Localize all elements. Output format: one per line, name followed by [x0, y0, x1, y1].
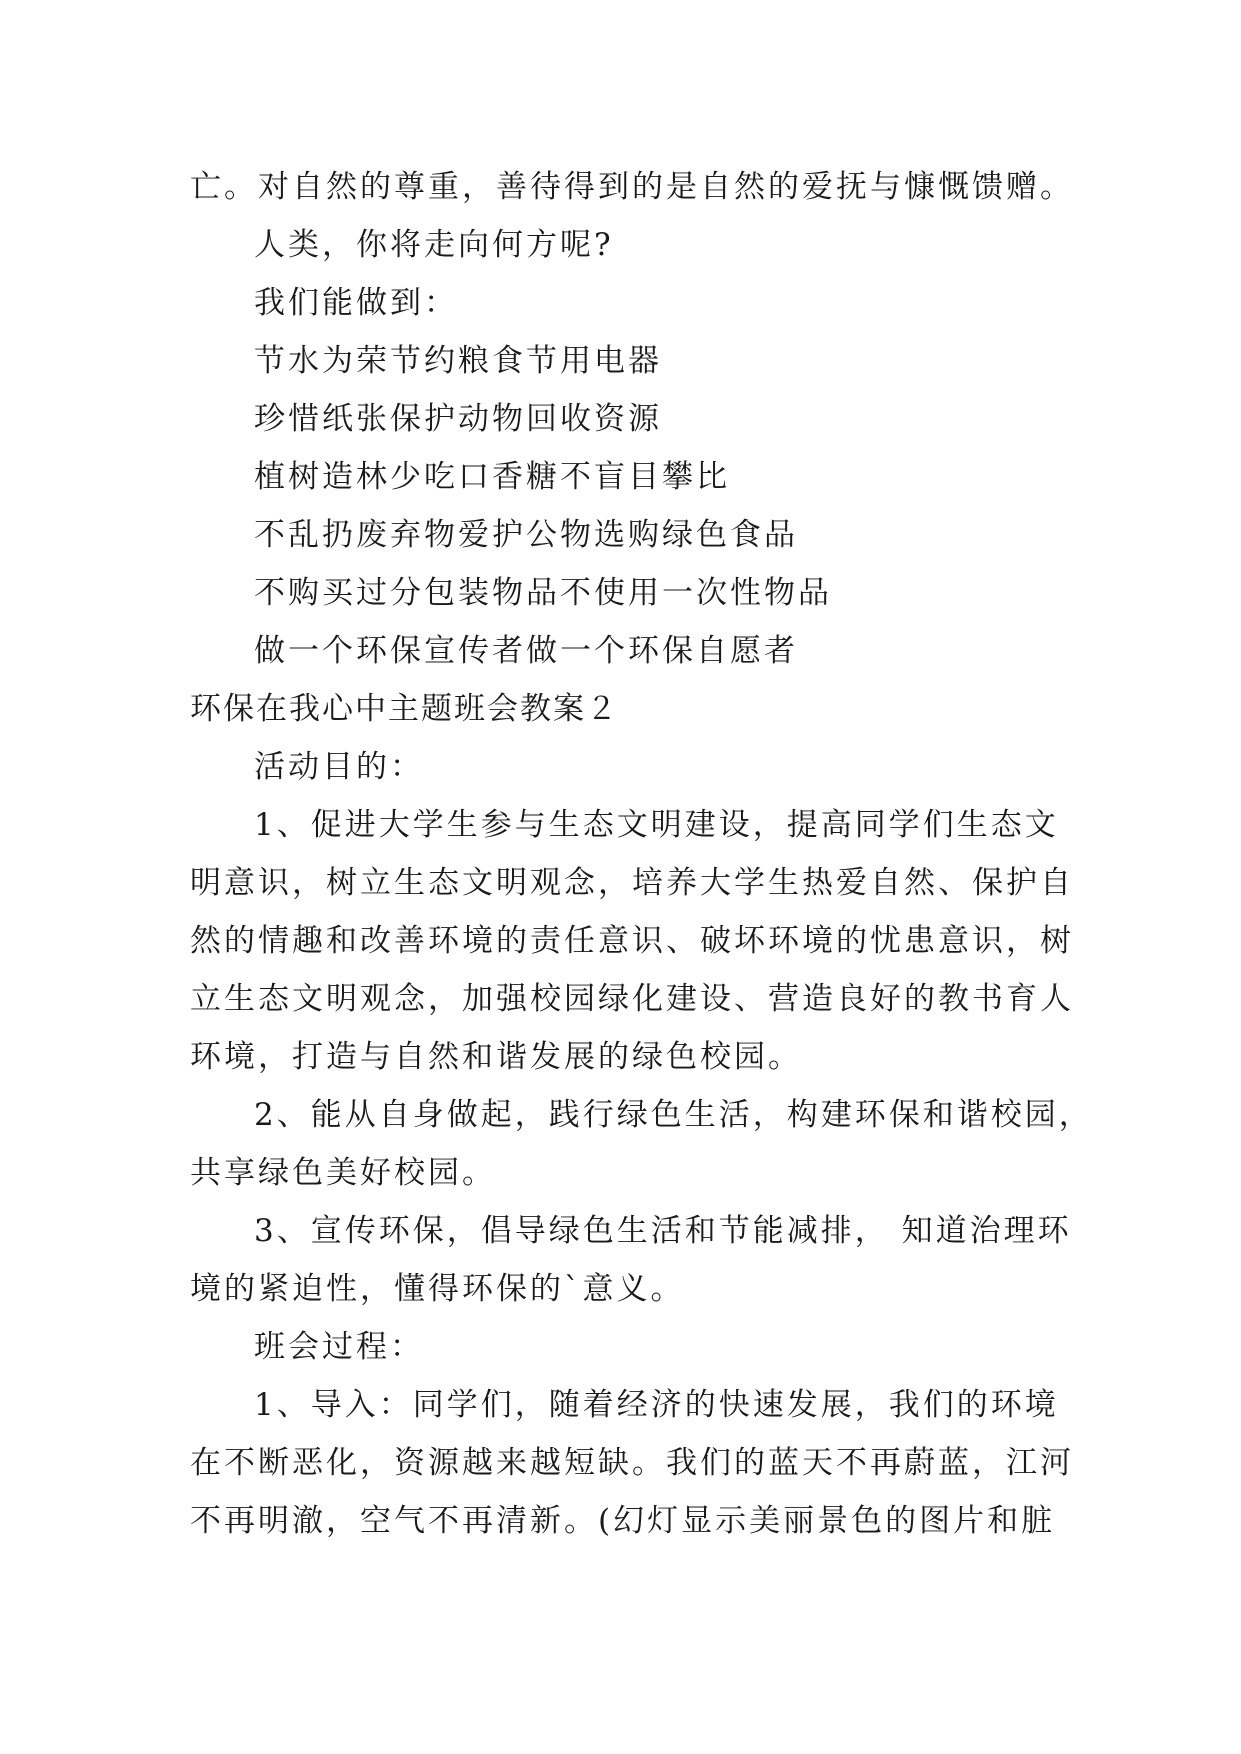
text-line: 我们能做到：: [254, 285, 458, 321]
text-line: 明意识，树立生态文明观念，培养大学生热爱自然、保护自: [190, 865, 1074, 901]
text-line: 不再明澈，空气不再清新。(幻灯显示美丽景色的图片和脏: [190, 1503, 1056, 1539]
text-line: 环境，打造与自然和谐发展的绿色校园。: [190, 1039, 802, 1075]
text-line: 共享绿色美好校园。: [190, 1155, 496, 1191]
list-item: 节水为荣节约粮食节用电器: [254, 343, 662, 379]
document-body: [190, 158, 1093, 1550]
subheading: 班会过程：: [254, 1329, 424, 1365]
list-item: 不购买过分包装物品不使用一次性物品: [254, 575, 832, 611]
text-line: 亡。对自然的尊重，善待得到的是自然的爱抚与慷慨馈赠。: [190, 169, 1074, 205]
text-line: 立生态文明观念，加强校园绿化建设、营造良好的教书育人: [190, 981, 1074, 1017]
text-line: 1、促进大学生参与生态文明建设，提高同学们生态文: [254, 807, 1059, 843]
subheading: 活动目的：: [254, 749, 424, 785]
text-line: 2、能从自身做起，践行绿色生活，构建环保和谐校园，: [254, 1097, 1093, 1133]
text-line: 然的情趣和改善环境的责任意识、破坏环境的忧患意识，树: [190, 923, 1074, 959]
text-line: 在不断恶化，资源越来越短缺。我们的蓝天不再蔚蓝，江河: [190, 1445, 1074, 1481]
section-heading: 环保在我心中主题班会教案２: [190, 691, 619, 727]
text-line: 人类，你将走向何方呢?: [254, 227, 614, 263]
list-item: 植树造林少吃口香糖不盲目攀比: [254, 459, 730, 495]
text-line: 3、宣传环保，倡导绿色生活和节能减排， 知道治理环: [254, 1213, 1072, 1249]
list-item: 珍惜纸张保护动物回收资源: [254, 401, 662, 437]
list-item: 做一个环保宣传者做一个环保自愿者: [254, 633, 798, 669]
text-line: 境的紧迫性，懂得环保的`意义。: [190, 1271, 685, 1307]
list-item: 不乱扔废弃物爱护公物选购绿色食品: [254, 517, 798, 553]
text-line: 1、导入：同学们，随着经济的快速发展，我们的环境: [254, 1387, 1059, 1423]
